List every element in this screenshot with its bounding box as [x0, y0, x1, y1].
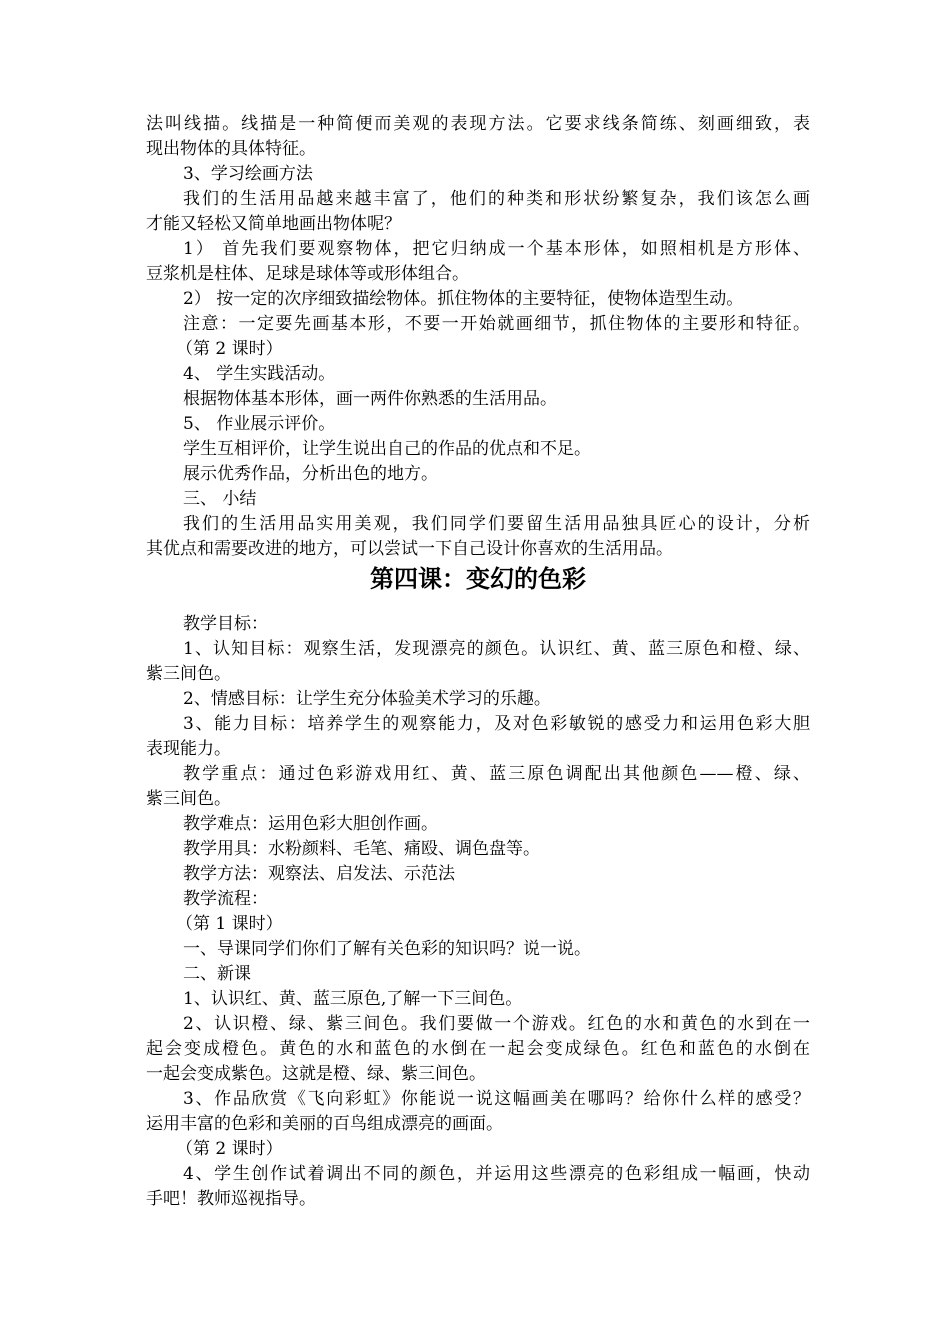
paragraph-line: 教学重点：通过色彩游戏用红、黄、蓝三原色调配出其他颜色——橙、绿、	[183, 764, 810, 784]
section-heading: 三、 小结	[183, 489, 257, 509]
paragraph-line: 紫三间色。	[146, 789, 231, 809]
section-heading: 3、学习绘画方法	[183, 164, 313, 184]
section-heading: 4、 学生实践活动。	[183, 364, 336, 384]
section-heading: 教学目标：	[183, 614, 268, 634]
paragraph-line: 2） 按一定的次序细致描绘物体。抓住物体的主要特征，使物体造型生动。	[183, 289, 744, 309]
paragraph-line: 一起会变成紫色。这就是橙、绿、紫三间色。	[146, 1064, 486, 1084]
paragraph-line: 1、认识红、黄、蓝三原色,了解一下三间色。	[183, 989, 523, 1009]
paragraph-line: 教学难点：运用色彩大胆创作画。	[183, 814, 438, 834]
lesson-period: （第 1 课时）	[176, 914, 283, 934]
paragraph-line: 豆浆机是柱体、足球是球体等或形体组合。	[146, 264, 469, 284]
paragraph-line: 才能又轻松又简单地画出物体呢？	[146, 214, 401, 234]
paragraph-line: 我们的生活用品实用美观，我们同学们要留生活用品独具匠心的设计，分析	[183, 514, 810, 534]
paragraph-line: 3、作品欣赏《飞向彩虹》你能说一说这幅画美在哪吗？给你什么样的感受？	[183, 1089, 810, 1109]
section-heading: 教学流程：	[183, 889, 268, 909]
lesson-title: 第四课：变幻的色彩	[370, 565, 586, 593]
paragraph-line: 1） 首先我们要观察物体，把它归纳成一个基本形体，如照相机是方形体、	[183, 239, 810, 259]
paragraph-line: 手吧！教师巡视指导。	[146, 1189, 316, 1209]
paragraph-line: 我们的生活用品越来越丰富了，他们的种类和形状纷繁复杂，我们该怎么画	[183, 189, 810, 209]
lesson-period: （第 2 课时）	[176, 1139, 283, 1159]
section-heading: 5、 作业展示评价。	[183, 414, 336, 434]
lesson-period: （第 2 课时）	[176, 339, 283, 359]
paragraph-line: 一、导课同学们你们了解有关色彩的知识吗？说一说。	[183, 939, 591, 959]
paragraph-line: 学生互相评价，让学生说出自己的作品的优点和不足。	[183, 439, 591, 459]
paragraph-line: 起会变成橙色。黄色的水和蓝色的水倒在一起会变成绿色。红色和蓝色的水倒在	[146, 1039, 810, 1059]
paragraph-line: 2、认识橙、绿、紫三间色。我们要做一个游戏。红色的水和黄色的水到在一	[183, 1014, 810, 1034]
paragraph-line: 展示优秀作品，分析出色的地方。	[183, 464, 438, 484]
paragraph-line: 其优点和需要改进的地方，可以尝试一下自己设计你喜欢的生活用品。	[146, 539, 673, 559]
paragraph-line: 2、情感目标：让学生充分体验美术学习的乐趣。	[183, 689, 551, 709]
section-heading: 二、新课	[183, 964, 251, 984]
paragraph-line: 3、能力目标：培养学生的观察能力，及对色彩敏锐的感受力和运用色彩大胆	[183, 714, 810, 734]
paragraph-line: 教学用具：水粉颜料、毛笔、痛殴、调色盘等。	[183, 839, 540, 859]
paragraph-line: 表现能力。	[146, 739, 231, 759]
note-line: 注意：一定要先画基本形，不要一开始就画细节，抓住物体的主要形和特征。	[183, 314, 810, 334]
paragraph-line: 法叫线描。线描是一种简便而美观的表现方法。它要求线条简练、刻画细致，表	[146, 114, 810, 134]
paragraph-line: 紫三间色。	[146, 664, 231, 684]
paragraph-line: 运用丰富的色彩和美丽的百鸟组成漂亮的画面。	[146, 1114, 503, 1134]
paragraph-line: 4、学生创作试着调出不同的颜色，并运用这些漂亮的色彩组成一幅画，快动	[183, 1164, 810, 1184]
paragraph-line: 根据物体基本形体，画一两件你熟悉的生活用品。	[183, 389, 557, 409]
paragraph-line: 现出物体的具体特征。	[146, 139, 316, 159]
paragraph-line: 1、认知目标：观察生活，发现漂亮的颜色。认识红、黄、蓝三原色和橙、绿、	[183, 639, 810, 659]
paragraph-line: 教学方法：观察法、启发法、示范法	[183, 864, 455, 884]
